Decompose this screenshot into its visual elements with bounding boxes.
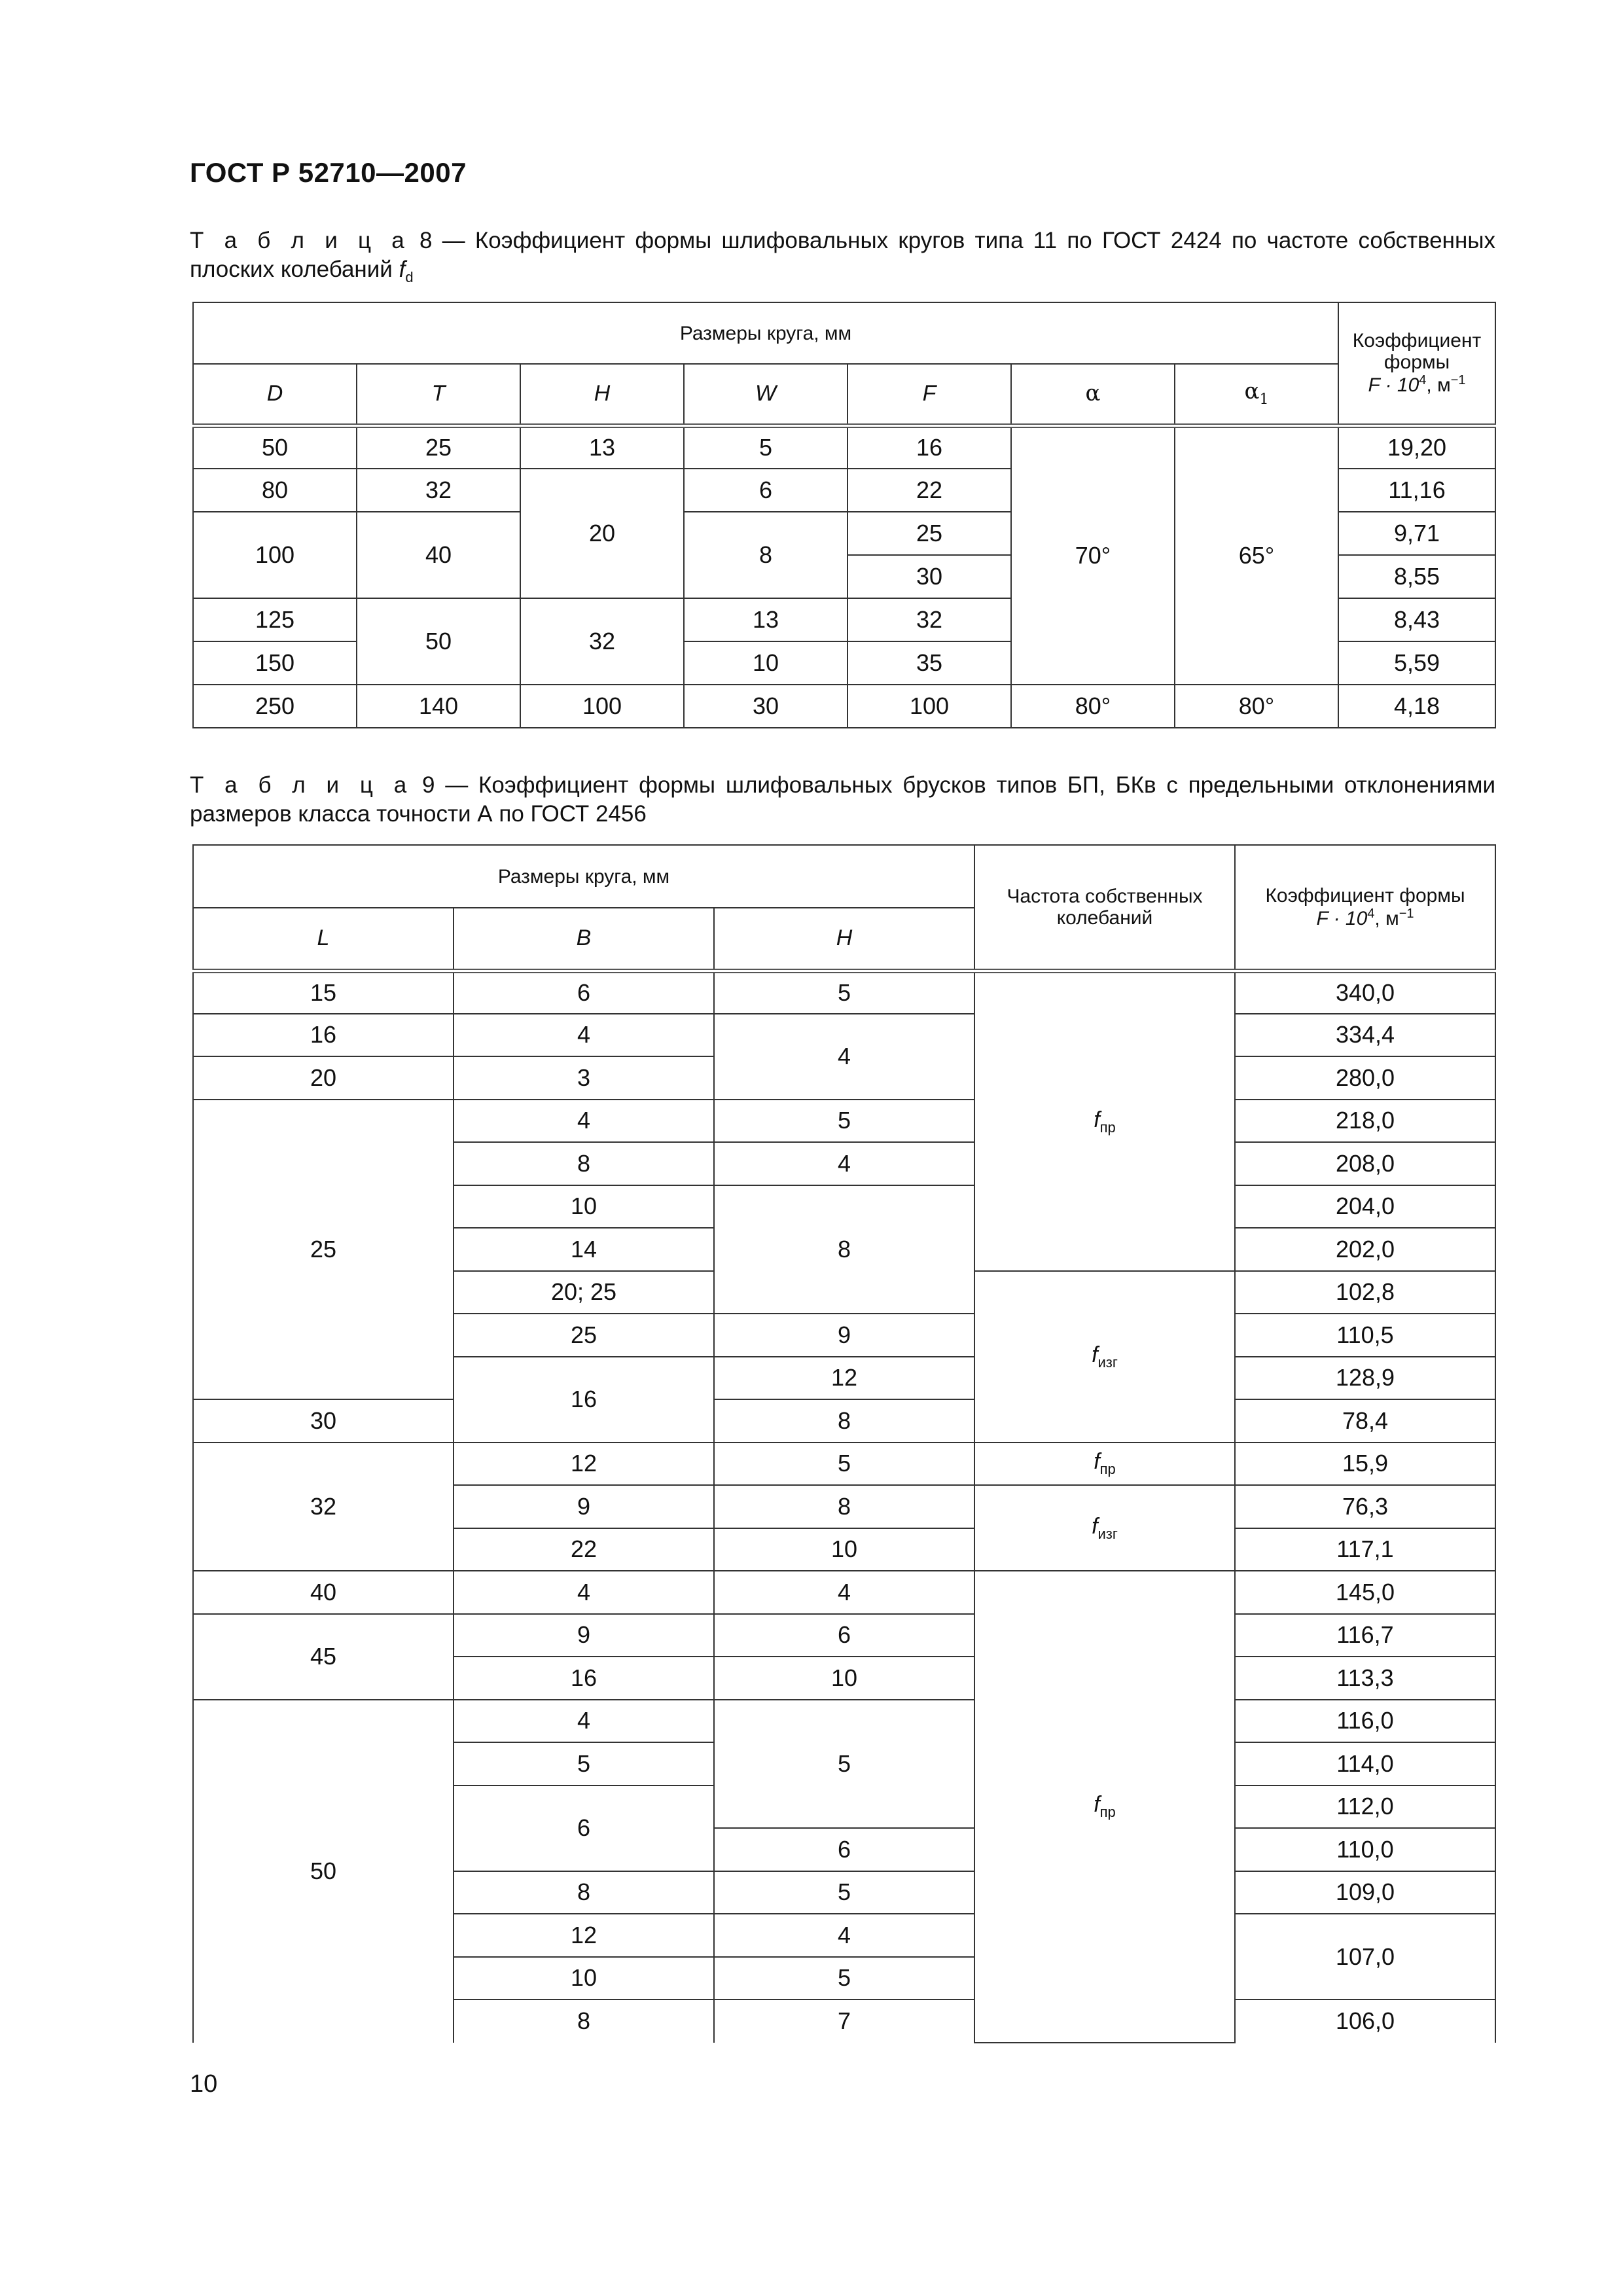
table-cell: 15 — [193, 971, 454, 1014]
table-cell: 8 — [454, 1142, 714, 1185]
table-cell: 32 — [847, 598, 1011, 641]
table-cell: 80 — [193, 469, 357, 512]
table-cell: 30 — [847, 555, 1011, 598]
table-cell: 15,9 — [1235, 1443, 1495, 1486]
table-cell: 334,4 — [1235, 1014, 1495, 1057]
table-row — [193, 1014, 1495, 1057]
table-cell: 6 — [684, 469, 847, 512]
table-cell: 6 — [714, 1614, 974, 1657]
table-cell: 106,0 — [1235, 2000, 1495, 2043]
table-cell: 250 — [193, 685, 357, 728]
table-cell: 6 — [454, 971, 714, 1014]
freq-cell: $f_{изг}$ — [974, 1485, 1235, 1571]
table-cell: 125 — [193, 598, 357, 641]
table-cell: 5 — [714, 1443, 974, 1486]
freq-cell: $f_{изг}$ — [974, 1271, 1235, 1443]
table-cell: 110,5 — [1235, 1314, 1495, 1357]
table-cell: 9 — [714, 1314, 974, 1357]
table-cell: 12 — [714, 1357, 974, 1400]
table-cell: 9 — [454, 1485, 714, 1528]
col-B: B — [454, 908, 714, 971]
table-cell: 40 — [357, 512, 520, 598]
table-row — [193, 1100, 1495, 1143]
freq-cell: $f_{пр}$ — [974, 1443, 1235, 1486]
table-cell: 4 — [454, 1700, 714, 1743]
table-cell: 3 — [454, 1056, 714, 1100]
table-cell: 80° — [1011, 685, 1175, 728]
table-row — [193, 1571, 1495, 1614]
table-cell: 5 — [714, 971, 974, 1014]
table-cell: 100 — [193, 512, 357, 598]
col-alpha1: $\alpha_1$ — [1175, 364, 1338, 425]
table-cell: 4 — [454, 1014, 714, 1057]
table-cell: 8,43 — [1338, 598, 1495, 641]
table-cell: 35 — [847, 641, 1011, 685]
table-cell: 8 — [714, 1185, 974, 1314]
table-cell: 16 — [454, 1657, 714, 1700]
table-cell: 50 — [357, 598, 520, 685]
table-cell: 30 — [684, 685, 847, 728]
table-cell: 30 — [193, 1399, 454, 1443]
table-cell: 5 — [714, 1100, 974, 1143]
col-D: D — [193, 364, 357, 425]
page-number: 10 — [190, 2070, 218, 2098]
table8-coef-header: Коэффициент формы $F \cdot 10^4$, $м^{-1}$ — [1338, 302, 1495, 425]
table-cell: 112,0 — [1235, 1785, 1495, 1829]
table-row — [193, 1443, 1495, 1486]
table-cell: 8,55 — [1338, 555, 1495, 598]
table-cell: 78,4 — [1235, 1399, 1495, 1443]
table-cell: 22 — [847, 469, 1011, 512]
table-cell: 9,71 — [1338, 512, 1495, 555]
document-header: ГОСТ Р 52710—2007 — [190, 157, 467, 188]
col-W: W — [684, 364, 847, 425]
table-row — [193, 1399, 1495, 1443]
table8-caption: Т а б л и ц а 8 — Коэффициент формы шлифовальных кругов типа 11 по ГОСТ 2424 по частоте собственных плоских колебаний $f_d$ — [190, 228, 1495, 285]
table-cell: 4 — [454, 1571, 714, 1614]
table-cell: 280,0 — [1235, 1056, 1495, 1100]
table-cell: 8 — [454, 1871, 714, 1914]
table-cell: 5 — [714, 1957, 974, 2000]
table-cell: 100 — [520, 685, 684, 728]
table-cell: 25 — [454, 1314, 714, 1357]
table-cell: 50 — [193, 1700, 454, 2043]
table-cell: 76,3 — [1235, 1485, 1495, 1528]
table-cell: 12 — [454, 1914, 714, 1957]
table-cell: 114,0 — [1235, 1742, 1495, 1785]
table-cell: 5 — [454, 1742, 714, 1785]
col-F: F — [847, 364, 1011, 425]
table-cell: 5 — [714, 1700, 974, 1829]
table-cell: 70° — [1011, 425, 1175, 685]
table-cell: 6 — [714, 1828, 974, 1871]
table-cell: 8 — [714, 1399, 974, 1443]
table-cell: 145,0 — [1235, 1571, 1495, 1614]
table-cell: 10 — [714, 1528, 974, 1571]
table-cell: 102,8 — [1235, 1271, 1495, 1314]
table9-caption: Т а б л и ц а 9 — Коэффициент формы шлифовальных брусков типов БП, БКв с предельными отклонениями размеров класса точности А по ГОСТ 2456 — [190, 772, 1495, 827]
table-row — [193, 685, 1495, 728]
table-cell: 20; 25 — [454, 1271, 714, 1314]
table-cell: 12 — [454, 1443, 714, 1486]
table-cell: 13 — [520, 425, 684, 469]
table-row — [193, 425, 1495, 469]
table-cell: 7 — [714, 2000, 974, 2043]
table-cell: 10 — [714, 1657, 974, 1700]
freq-cell: $f_{пр}$ — [974, 971, 1235, 1271]
table-cell: 32 — [357, 469, 520, 512]
table-row — [193, 1614, 1495, 1657]
table-cell: 100 — [847, 685, 1011, 728]
table-cell: 65° — [1175, 425, 1338, 685]
table-cell: 4 — [714, 1914, 974, 1957]
table-cell: 4 — [714, 1571, 974, 1614]
table-cell: 109,0 — [1235, 1871, 1495, 1914]
table-cell: 4 — [714, 1142, 974, 1185]
table-cell: 50 — [193, 425, 357, 469]
table-cell: 8 — [684, 512, 847, 598]
col-L: L — [193, 908, 454, 971]
table-cell: 80° — [1175, 685, 1338, 728]
table-cell: 4 — [714, 1014, 974, 1100]
table9-coef-header: Коэффициент формы $F \cdot 10^4$, $м^{-1}$ — [1235, 845, 1495, 971]
table-cell: 25 — [357, 425, 520, 469]
table-cell: 208,0 — [1235, 1142, 1495, 1185]
col-H: H — [520, 364, 684, 425]
table-cell: 150 — [193, 641, 357, 685]
table-cell: 16 — [847, 425, 1011, 469]
table-cell: 110,0 — [1235, 1828, 1495, 1871]
table-cell: 20 — [193, 1056, 454, 1100]
table-cell: 10 — [454, 1185, 714, 1229]
table8 — [192, 302, 1496, 728]
table-cell: 32 — [520, 598, 684, 685]
table-cell: 4 — [454, 1100, 714, 1143]
table-cell: 45 — [193, 1614, 454, 1700]
table-cell: 6 — [454, 1785, 714, 1871]
table-cell: 11,16 — [1338, 469, 1495, 512]
table-cell: 16 — [454, 1357, 714, 1443]
table9 — [192, 844, 1496, 2043]
table-cell: 4,18 — [1338, 685, 1495, 728]
col-T: T — [357, 364, 520, 425]
table8-group-header: Размеры круга, мм — [193, 302, 1338, 364]
table9-freq-header: Частота собственных колебаний — [974, 845, 1235, 971]
table-cell: 340,0 — [1235, 971, 1495, 1014]
table-cell: 9 — [454, 1614, 714, 1657]
table-cell: 117,1 — [1235, 1528, 1495, 1571]
table-cell: 113,3 — [1235, 1657, 1495, 1700]
table-row — [193, 1700, 1495, 1743]
table-cell: 8 — [454, 2000, 714, 2043]
table-cell: 140 — [357, 685, 520, 728]
table-cell: 32 — [193, 1443, 454, 1571]
table-cell: 10 — [454, 1957, 714, 2000]
table-cell: 116,0 — [1235, 1700, 1495, 1743]
table-cell: 40 — [193, 1571, 454, 1614]
table-cell: 5,59 — [1338, 641, 1495, 685]
table-cell: 22 — [454, 1528, 714, 1571]
table-cell: 10 — [684, 641, 847, 685]
freq-cell: $f_{пр}$ — [974, 1571, 1235, 2043]
col-H: H — [714, 908, 974, 971]
table-cell: 19,20 — [1338, 425, 1495, 469]
table-cell: 5 — [714, 1871, 974, 1914]
table-cell: 116,7 — [1235, 1614, 1495, 1657]
table-cell: 13 — [684, 598, 847, 641]
table-cell: 14 — [454, 1228, 714, 1271]
table-cell: 128,9 — [1235, 1357, 1495, 1400]
table-cell: 5 — [684, 425, 847, 469]
table-cell: 107,0 — [1235, 1914, 1495, 2000]
table-row — [193, 971, 1495, 1014]
table-cell: 25 — [193, 1100, 454, 1400]
table-cell: 8 — [714, 1485, 974, 1528]
table-cell: 25 — [847, 512, 1011, 555]
col-alpha: α — [1011, 364, 1175, 425]
table-cell: 20 — [520, 469, 684, 598]
table-cell: 202,0 — [1235, 1228, 1495, 1271]
table9-group-header: Размеры круга, мм — [193, 845, 974, 908]
table-cell: 218,0 — [1235, 1100, 1495, 1143]
table-cell: 204,0 — [1235, 1185, 1495, 1229]
table-cell: 16 — [193, 1014, 454, 1057]
